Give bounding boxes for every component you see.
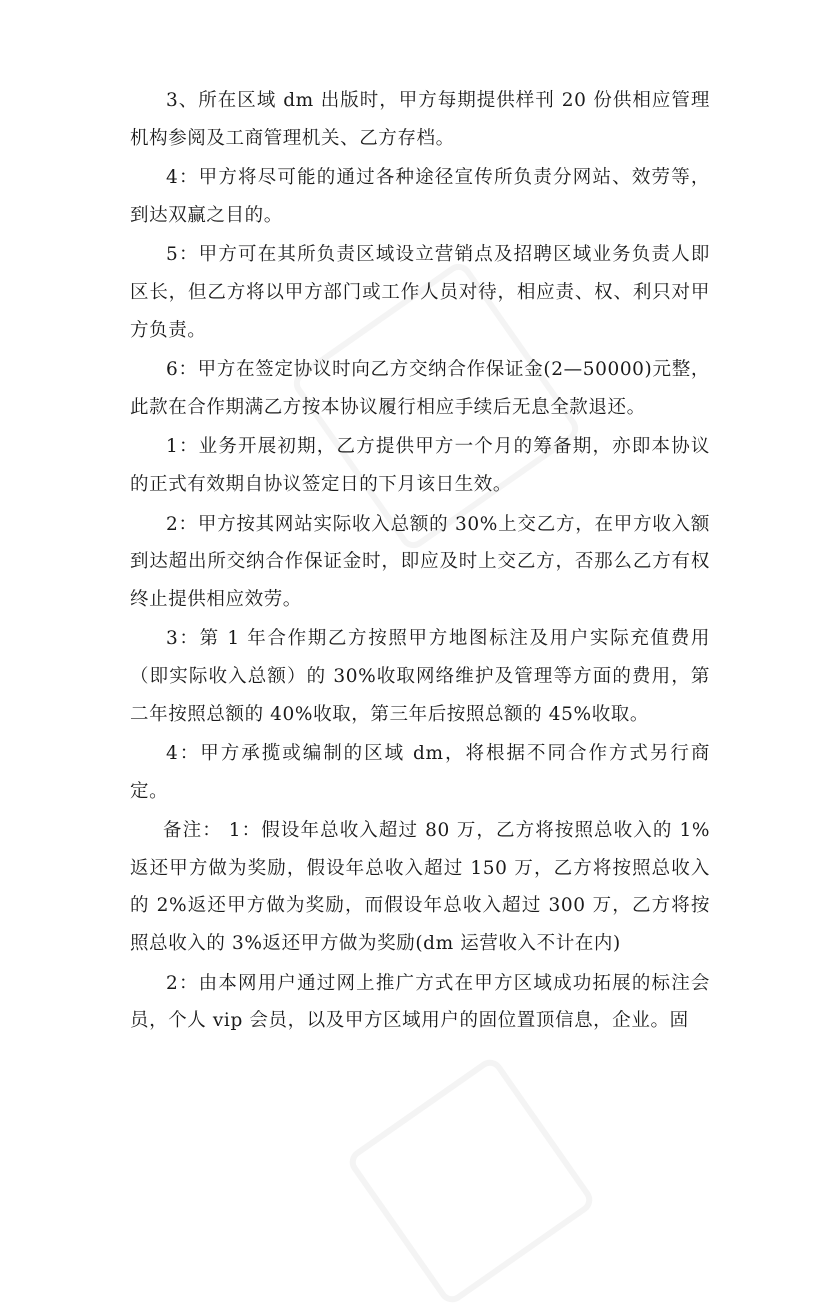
paragraph-fee-schedule: 3：第 1 年合作期乙方按照甲方地图标注及用户实际充值费用（即实际收入总额）的 30%收取网络维护及管理等方面的费用，第二年按照总额的 40%收取，第三年后按照总额的 45%收取。 [130, 628, 710, 725]
watermark-logo [344, 1054, 597, 1307]
paragraph-revenue-share: 2：甲方按其网站实际收入总额的 30%上交乙方，在甲方收入额到达超出所交纳合作保证金时，即应及时上交乙方，否那么乙方有权终止提供相应效劳。 [130, 513, 710, 610]
paragraph-sales-points: 5：甲方可在其所负责区域设立营销点及招聘区域业务负责人即区长，但乙方将以甲方部门或工作人员对待，相应责、权、利只对甲方负责。 [130, 244, 710, 341]
paragraph-deposit: 6：甲方在签定协议时向乙方交纳合作保证金(2—50000)元整，此款在合作期满乙方按本协议履行相应手续后无息全款退还。 [130, 359, 710, 418]
paragraph-sample-copies: 3、所在区域 dm 出版时，甲方每期提供样刊 20 份供相应管理机构参阅及工商管理机关、乙方存档。 [130, 90, 710, 149]
paragraph-promotion: 4：甲方将尽可能的通过各种途径宣传所负责分网站、效劳等，到达双赢之目的。 [130, 167, 710, 226]
document-body [130, 82, 710, 1042]
paragraph-remarks-bonus: 备注： 1：假设年总收入超过 80 万，乙方将按照总收入的 1%返还甲方做为奖励，假设年总收入超过 150 万，乙方将按照总收入的 2%返还甲方做为奖励，而假设年总收入超过 300 万，乙方将按照总收入的 3%返还甲方做为奖励(dm 运营收入不计在内) [130, 820, 710, 955]
paragraph-member-promotion: 2：由本网用户通过网上推广方式在甲方区域成功拓展的标注会员，个人 vip 会员，以及甲方区域用户的固位置顶信息，企业。固 [130, 972, 710, 1032]
paragraph-preparation-period: 1：业务开展初期，乙方提供甲方一个月的筹备期，亦即本协议的正式有效期自协议签定日的下月该日生效。 [130, 436, 710, 495]
paragraph-dm-contract: 4：甲方承揽或编制的区域 dm，将根据不同合作方式另行商定。 [130, 743, 710, 802]
